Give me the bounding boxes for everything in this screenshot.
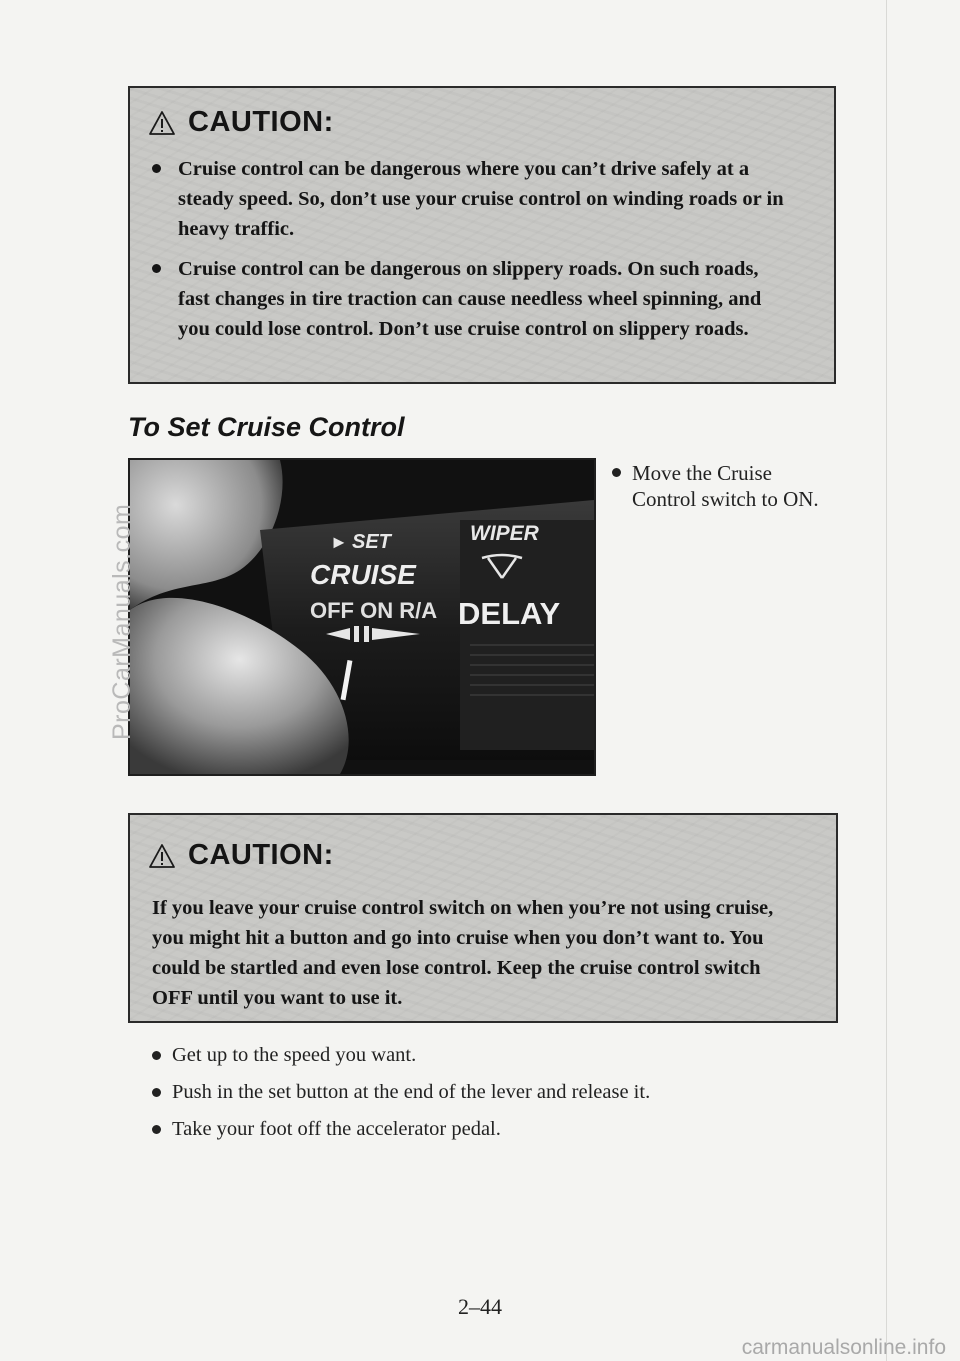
bullet-dot bbox=[612, 468, 621, 477]
caution-box-slippery-roads bbox=[128, 86, 836, 384]
step-foot-off: Take your foot off the accelerator pedal. bbox=[152, 1116, 650, 1142]
photo-set-label: SET bbox=[352, 531, 391, 553]
caution-list bbox=[130, 154, 834, 354]
caution-heading bbox=[148, 839, 334, 872]
side-step-text: Move the Cruise Control switch to ON. bbox=[632, 461, 819, 511]
watermark-carmanualsonline: carmanualsonline.info bbox=[741, 1336, 946, 1359]
caution-title: CAUTION: bbox=[188, 106, 334, 138]
steps-list bbox=[152, 1042, 650, 1153]
caution-heading bbox=[148, 106, 334, 139]
page-edge-line bbox=[886, 0, 887, 1361]
caution-title: CAUTION: bbox=[188, 839, 334, 871]
set-arrow-icon: ► bbox=[330, 532, 348, 552]
step-speed: Get up to the speed you want. bbox=[152, 1042, 650, 1068]
photo-off-on-ra-label: OFF ON R/A bbox=[310, 598, 438, 623]
photo-cruise-label: CRUISE bbox=[310, 559, 416, 590]
photo-delay-label: DELAY bbox=[458, 596, 561, 631]
caution-box-switch-off bbox=[128, 813, 838, 1023]
page-number: 2–44 bbox=[458, 1294, 502, 1319]
caution-paragraph: If you leave your cruise control switch on when you’re not using cruise, you might hit a button and go into cruise when you don’t want to. You could be startled and even lose control. Keep the cruise control switch OFF until you want to use it. bbox=[152, 897, 774, 1009]
caution-item-slippery-roads: Cruise control can be dangerous on slippery roads. On such roads, fast changes in tire traction can cause needless wheel spinning, and you could lose control. Don’t use cruise control on slippery roads. bbox=[130, 254, 834, 344]
photo-wiper-label: WIPER bbox=[470, 522, 539, 545]
warning-triangle-icon bbox=[148, 843, 176, 869]
cruise-lever-photo bbox=[128, 458, 596, 776]
side-step-move-switch bbox=[612, 460, 832, 512]
warning-triangle-icon bbox=[148, 110, 176, 136]
section-heading: To Set Cruise Control bbox=[128, 412, 405, 442]
cruise-lever-illustration bbox=[130, 460, 594, 774]
step-set-button: Push in the set button at the end of the lever and release it. bbox=[152, 1079, 650, 1105]
watermark-procarmanuals: ProCarManuals.com bbox=[108, 503, 136, 740]
caution-item-winding-roads: Cruise control can be dangerous where you can’t drive safely at a steady speed. So, don’t use your cruise control on winding roads or in heavy traffic. bbox=[130, 154, 834, 244]
